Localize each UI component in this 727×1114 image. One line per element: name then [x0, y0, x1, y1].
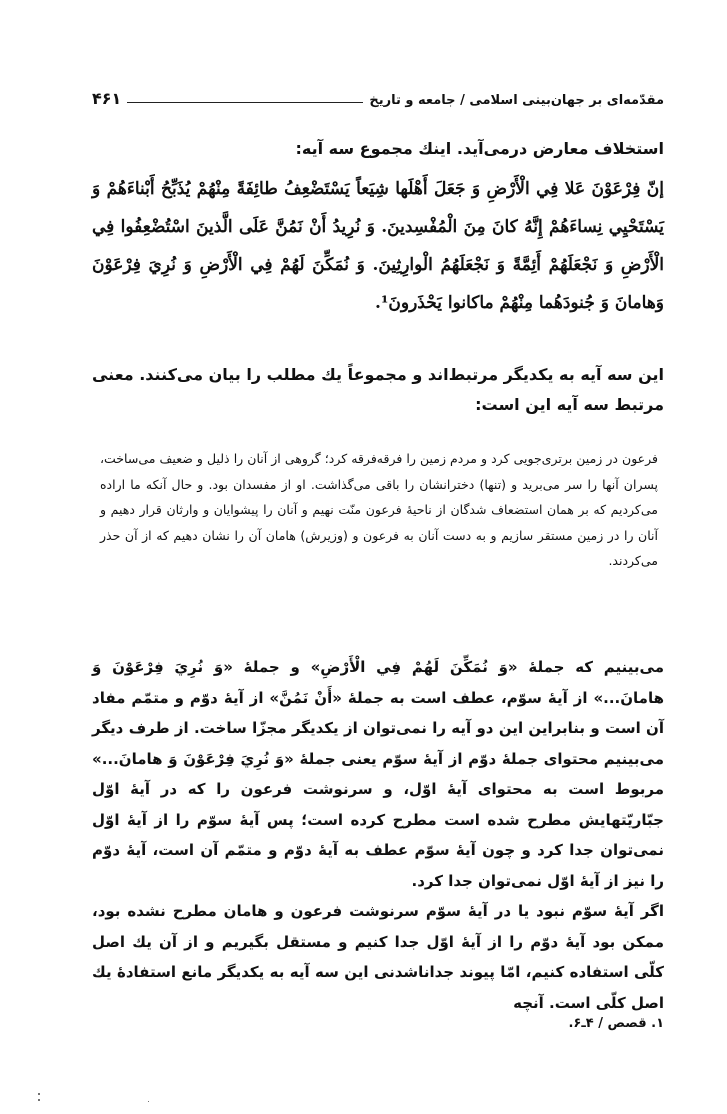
page-header — [92, 84, 664, 108]
main-body — [92, 652, 664, 1018]
header-rule — [127, 102, 363, 103]
page-number: ۴۶۱ — [92, 89, 122, 108]
body-paragraph-2: اگر آیهٔ سوّم نبود یا در آیهٔ سوّم سرنوشت فرعون و هامان مطرح نشده بود، ممکن بود آیهٔ دوّم را از آیهٔ اوّل جدا کنیم و مستقل بگیریم و از آن یك اصل کلّی استفاده کنیم، امّا پیوند جداناشدنی این سه آیه به یکدیگر مانع استفادهٔ یك اصل کلّی است. آنچه — [92, 902, 664, 1012]
body-paragraph-1: می‌بینیم که جملهٔ «وَ نُمَكِّنَ لَهُمْ فِي الْأَرْضِ» و جملهٔ «وَ نُرِيَ فِرْعَوْنَ وَ هامانَ...» از آیهٔ سوّم، عطف است به جملهٔ «أَنْ نَمُنَّ» از آیهٔ دوّم و متمّم مفاد آن است و بنابراین این دو آیه را نمی‌توان از یکدیگر مجزّا ساخت. از طرف دیگر می‌بینیم محتوای جملهٔ دوّم از آیهٔ سوّم یعنی جملهٔ «وَ نُرِيَ فِرْعَوْنَ وَ هامانَ...» مربوط است به محتوای آیهٔ اوّل، و سرنوشت فرعون را که در آیهٔ اوّل جبّاریّتهایش مطرح شده است مطرح کرده است؛ پس آیهٔ سوّم را از آیهٔ اوّل نمی‌توان جدا کرد و چون آیهٔ سوّم عطف به آیهٔ دوّم و متمّم آن است، آیهٔ دوّم را نیز از آیهٔ اوّل نمی‌توان جدا کرد. — [92, 658, 664, 890]
verse-translation: فرعون در زمین برتری‌جویی کرد و مردم زمین را فرقه‌فرقه کرد؛ گروهی از آنان را ذلیل و ضعیف می‌ساخت، پسران آنها را سر می‌برید و (تنها) دخترانشان را باقی می‌گذاشت. او از مفسدان بود. و حال آنکه ما اراده می‌کردیم که بر همان استضعاف شدگان از ناحیهٔ فرعون منّت نهیم و آنان را پیشوایان و وارثان قرار دهیم و آنان را در زمین مستقر سازیم و به دست آنان به فرعون و (وزیرش) هامان آن را نشان دهیم که از آن حذر می‌کردند. — [100, 451, 658, 568]
running-title: مقدّمه‌ای بر جهان‌بینی اسلامی / جامعه و تاریخ — [369, 93, 664, 108]
footnote: ۱. قصص / ۴ـ۶. — [568, 1016, 664, 1031]
verse-explanation: این سه آیه به یکدیگر مرتبط‌اند و مجموعاً یك مطلب را بیان می‌کنند. معنی مرتبط سه آیه این است: — [91, 365, 664, 414]
scan-speck — [38, 1099, 40, 1101]
intro-line: استخلاف معارض درمی‌آید. اینك مجموع سه آیه: — [295, 139, 664, 158]
quran-verse: إنّ فِرْعَوْنَ عَلا فِي الْأَرْضِ وَ جَعَلَ أَهْلَها شِيَعاً يَسْتَضْعِفُ طائِفَةً مِنْهُمْ يُذَبِّحُ أَبْناءَهُمْ وَ يَسْتَحْيِي نِساءَهُمْ إِنَّهُ كانَ مِنَ الْمُفْسِدينَ. وَ نُرِيدُ أَنْ نَمُنَّ عَلَى الَّذينَ اسْتُضْعِفُوا فِي الْأَرْضِ وَ نَجْعَلَهُمْ أَئِمَّةً وَ نَجْعَلَهُمُ الْوارِثِينَ. وَ نُمَكِّنَ لَهُمْ فِي الْأَرْضِ وَ نُرِيَ فِرْعَوْنَ وَهامانَ وَ جُنودَهُما مِنْهُمْ ماكانوا يَحْذَرونَ¹. — [92, 179, 664, 313]
scan-speck — [148, 1101, 149, 1102]
scan-speck — [38, 1093, 40, 1095]
